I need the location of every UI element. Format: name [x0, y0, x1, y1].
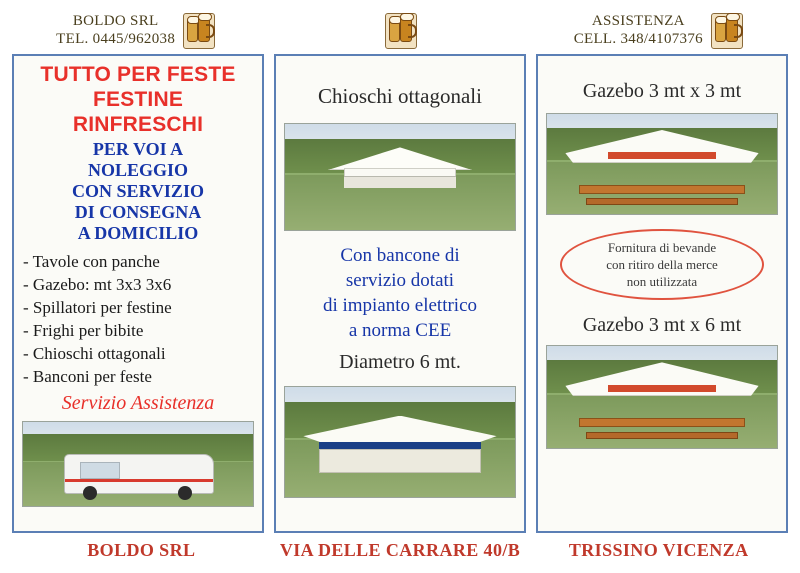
- list-item: - Chioschi ottagonali: [23, 344, 166, 363]
- list-item: - Gazebo: mt 3x3 3x6: [23, 275, 172, 294]
- panels-container: [8, 54, 792, 533]
- beer-mugs-logo-left: [181, 11, 215, 49]
- photo-gazebo-3x3: [546, 113, 778, 215]
- panel2-desc-line4: a norma CEE: [348, 320, 452, 341]
- panel1-title-line3: RINFRESCHI: [72, 113, 204, 136]
- beverage-supply-badge: [560, 229, 764, 300]
- badge-line2: con ritiro della merce: [606, 257, 718, 272]
- footer: [8, 533, 792, 567]
- footer-city: TRISSINO VICENZA: [568, 539, 749, 560]
- services-list: [21, 250, 255, 388]
- header-right: [531, 6, 792, 54]
- panel3-title-3x3: Gazebo 3 mt x 3 mt: [582, 80, 742, 102]
- panel3-title-3x6: Gazebo 3 mt x 6 mt: [582, 314, 742, 336]
- list-item: - Spillatori per festine: [23, 298, 172, 317]
- photo-service-van: [22, 421, 254, 507]
- assistance-contact: [574, 12, 703, 48]
- panel2-desc-line1: Con bancone di: [340, 245, 460, 266]
- list-item: - Tavole con panche: [23, 252, 160, 271]
- beer-mugs-logo-center: [383, 11, 417, 49]
- company-phone: TEL. 0445/962038: [56, 31, 176, 47]
- photo-gazebo-3x6: [546, 345, 778, 449]
- company-name: BOLDO SRL: [72, 13, 159, 29]
- footer-address: VIA DELLE CARRARE 40/B: [279, 539, 521, 560]
- panel-gazebos: [536, 54, 788, 533]
- panel2-diameter: Diametro 6 mt.: [339, 351, 461, 373]
- assistance-label: ASSISTENZA: [591, 13, 685, 29]
- panel2-description: [323, 243, 477, 343]
- header-left: [8, 6, 269, 54]
- panel1-title: [22, 62, 254, 137]
- photo-octagonal-kiosk-white: [284, 123, 516, 231]
- panel2-title: Chioschi ottagonali: [318, 84, 482, 108]
- header: [8, 6, 792, 54]
- photo-octagonal-kiosk-branded: [284, 386, 516, 498]
- panel2-desc-line3: di impianto elettrico: [322, 295, 478, 316]
- service-assistance-script: Servizio Assistenza: [61, 392, 215, 414]
- panel1-subtitle-line5: A DOMICILIO: [77, 223, 199, 243]
- panel-services: [12, 54, 264, 533]
- beer-mugs-logo-right: [709, 11, 743, 49]
- panel1-subtitle-line2: NOLEGGIO: [87, 160, 189, 180]
- assistance-phone: CELL. 348/4107376: [573, 31, 703, 47]
- panel1-subtitle-line1: PER VOI A: [92, 139, 184, 159]
- badge-line1: Fornitura di bevande: [607, 240, 717, 255]
- list-item: - Banconi per feste: [23, 367, 152, 386]
- panel1-subtitle: [22, 139, 254, 244]
- panel-kiosks: [274, 54, 526, 533]
- header-middle: [269, 6, 530, 54]
- panel1-title-line2: FESTINE: [92, 88, 184, 111]
- panel1-subtitle-line4: DI CONSEGNA: [74, 202, 202, 222]
- footer-company: BOLDO SRL: [87, 539, 196, 560]
- list-item: - Frighi per bibite: [23, 321, 144, 340]
- panel1-subtitle-line3: CON SERVIZIO: [72, 181, 204, 201]
- panel1-title-line1: TUTTO PER FESTE: [40, 63, 236, 86]
- company-contact: [56, 12, 175, 48]
- panel2-desc-line2: servizio dotati: [345, 270, 455, 291]
- badge-line3: non utilizzata: [626, 274, 698, 289]
